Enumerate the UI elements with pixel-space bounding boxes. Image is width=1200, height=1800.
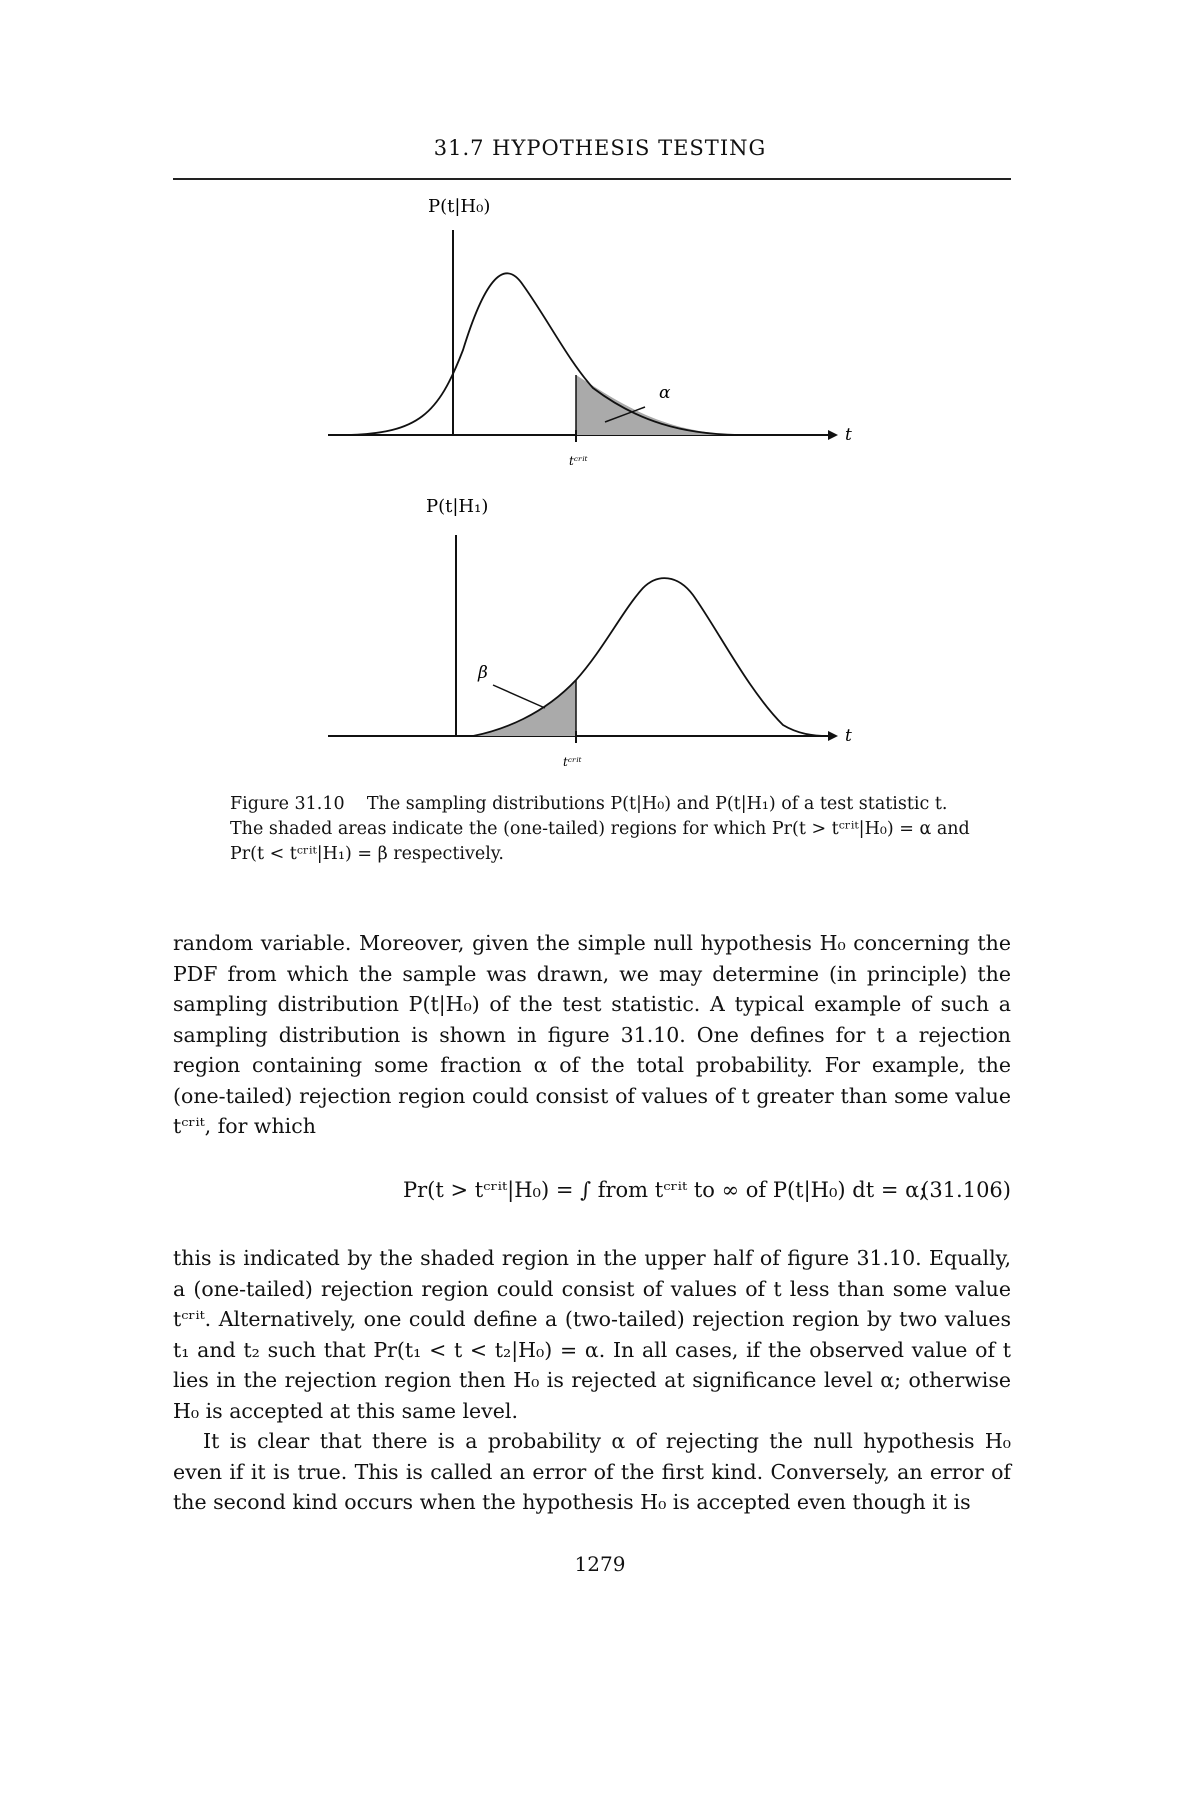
caption-label: Figure 31.10 <box>230 794 345 814</box>
bottom-xlabel: t <box>845 726 852 746</box>
equation-31-106 <box>173 1170 1011 1240</box>
bottom-panel <box>328 496 852 769</box>
paragraph-1 <box>173 928 1011 1142</box>
equation-body: Pr(t > tᶜʳⁱᵗ|H₀) = ∫ from tᶜʳⁱᵗ to ∞ of P(t|H₀) dt = α; <box>403 1178 927 1202</box>
paragraph-3-text: It is clear that there is a probability α of rejecting the null hypothesis H₀ even if it is true. This is called an error of the first kind. Conversely, an error of the second kind occurs when the hypothesis H₀ is accepted even though it is <box>173 1429 1011 1514</box>
figure-31-10 <box>173 190 853 790</box>
beta-pointer <box>493 685 545 708</box>
paragraph-1-text: random variable. Moreover, given the simple null hypothesis H₀ concerning the PDF from which the sample was drawn, we may determine (in principle) the sampling distribution P(t|H₀) of the test statistic. A typical example of such a sampling distribution is shown in figure 31.10. One defines for t a rejection region containing some fraction α of the total probability. For example, the (one-tailed) rejection region could consist of values of t greater than some value tᶜʳⁱᵗ, for which <box>173 931 1011 1138</box>
figure-caption <box>230 792 970 867</box>
beta-label: β <box>478 663 488 683</box>
top-curve <box>348 273 738 435</box>
paragraph-2-text: this is indicated by the shaded region in the upper half of figure 31.10. Equally, a (one-tailed) rejection region could consist of values of t less than some value tᶜʳⁱᵗ. Alternatively, one could define a (two-tailed) rejection region by two values t₁ and t₂ such that Pr(t₁ < t < t₂|H₀) = α. In all cases, if the observed value of t lies in the rejection region then H₀ is rejected at significance level α; otherwise H₀ is accepted at this same level. <box>173 1246 1011 1423</box>
page-number: 1279 <box>574 1552 626 1576</box>
bottom-curve <box>473 578 828 736</box>
caption-text: The sampling distributions P(t|H₀) and P(t|H₁) of a test statistic t. The shaded areas indicate the (one-tailed) regions for which Pr(t > tᶜʳⁱᵗ|H₀) = α and Pr(t < tᶜʳⁱᵗ|H₁) = β respectively. <box>230 794 970 864</box>
top-shaded-region <box>576 375 738 435</box>
top-ylabel: P(t|H₀) <box>428 196 491 217</box>
bottom-ylabel: P(t|H₁) <box>426 496 489 517</box>
bottom-shaded-region <box>473 680 576 736</box>
equation-number: (31.106) <box>921 1178 1011 1202</box>
alpha-label: α <box>659 383 671 403</box>
bottom-crit-label: tᶜʳⁱᵗ <box>563 755 582 769</box>
running-head: 31.7 HYPOTHESIS TESTING <box>433 136 767 160</box>
paragraph-2-3 <box>173 1243 1011 1518</box>
header-rule <box>173 178 1011 180</box>
top-crit-label: tᶜʳⁱᵗ <box>569 454 588 468</box>
top-xlabel: t <box>845 425 852 445</box>
top-panel <box>328 196 852 468</box>
